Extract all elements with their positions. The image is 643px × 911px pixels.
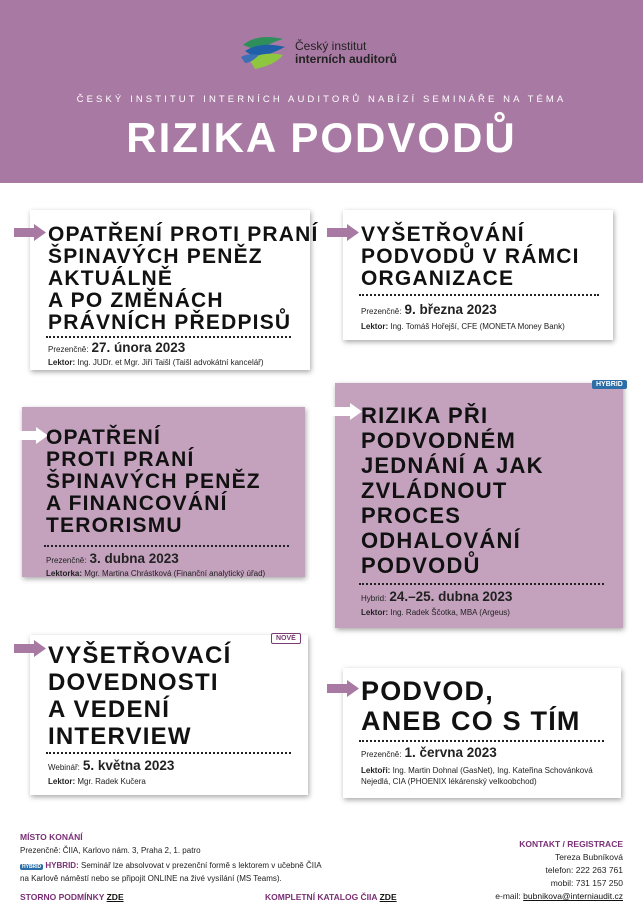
format-label: Prezenčně:: [361, 307, 402, 316]
seminar-date: 9. března 2023: [404, 302, 497, 317]
title-line: OPATŘENÍ PROTI PRANÍ: [48, 223, 319, 246]
dotted-divider: [46, 752, 291, 754]
lector-line: [48, 776, 146, 787]
title-line: PROTI PRANÍ: [46, 448, 195, 471]
dotted-divider: [359, 294, 599, 296]
lector-line: [361, 607, 510, 618]
lector-label: Lektor:: [361, 322, 389, 331]
seminar-date: 27. února 2023: [91, 340, 186, 355]
lector-line: [361, 321, 565, 332]
hybrid-small-icon: HYBRID: [22, 864, 42, 870]
seminar-date: 1. června 2023: [404, 745, 497, 760]
seminar-title: [48, 224, 319, 334]
title-line: VYŠETŘOVACÍ: [48, 642, 232, 669]
contact-label: KONTAKT / REGISTRACE: [519, 839, 623, 849]
contact-block: [495, 838, 623, 903]
lector-label: Lektor:: [361, 608, 389, 617]
title-line: PODVODŮ: [361, 553, 481, 578]
lector-name: Mgr. Martina Chrástková (Finanční analytický úřad): [84, 569, 266, 578]
contact-mobile: mobil: 731 157 250: [550, 878, 623, 888]
lector-name: Ing. Radek Ščotka, MBA (Argeus): [390, 608, 510, 617]
lector-name: Ing. JUDr. et Mgr. Jiří Taišl (Taišl advokátní kancelář): [77, 358, 264, 367]
format-label: Prezenčně:: [46, 556, 87, 565]
seminar-date-line: [48, 758, 174, 773]
contact-name: Tereza Bubníková: [554, 852, 623, 862]
logo-text: [295, 40, 397, 66]
header-subtitle: ČESKÝ INSTITUT INTERNÍCH AUDITORŮ NABÍZÍ SEMINÁŘE NA TÉMA: [76, 94, 567, 105]
title-line: VYŠETŘOVÁNÍ: [361, 223, 525, 246]
lector-name-cont: Nejedlá, CIA (PHOENIX lékárenský velkoobchod): [361, 777, 537, 786]
lector-name: Ing. Martin Dohnal (GasNet), Ing. Kateřina Schovánková: [392, 766, 593, 775]
seminar-title: [48, 642, 231, 750]
dotted-divider: [46, 336, 291, 338]
title-line: PODVOD,: [361, 676, 494, 706]
format-label: Prezenčně:: [48, 345, 89, 354]
storno-label: STORNO PODMÍNKY: [20, 892, 105, 902]
header-banner: [0, 0, 643, 183]
title-line: ODHALOVÁNÍ: [361, 528, 521, 553]
seminar-title: [361, 676, 581, 736]
logo-line2: interních auditorů: [295, 52, 397, 66]
title-line: ŠPINAVÝCH PENĚZ: [46, 470, 261, 493]
ciia-logo[interactable]: [239, 33, 397, 73]
storno-conditions: [20, 892, 124, 902]
dotted-divider: [359, 583, 604, 585]
catalog: [265, 892, 397, 902]
format-label: Hybrid:: [361, 594, 387, 603]
hybrid-text-1: Seminář lze absolvovat v prezenční formě s lektorem v učebně ČIIA: [80, 861, 322, 870]
seminar-date-line: [361, 302, 497, 317]
title-line: A VEDENÍ: [48, 696, 171, 723]
seminar-title: [46, 427, 261, 537]
ciia-logo-icon: [239, 33, 287, 73]
lector-label: Lektoři:: [361, 766, 391, 775]
lector-label: Lektor:: [48, 777, 76, 786]
storno-link[interactable]: ZDE: [106, 892, 124, 902]
email-link[interactable]: bubnikova@interniaudit.cz: [523, 891, 623, 901]
title-line: DOVEDNOSTI: [48, 669, 219, 696]
catalog-link[interactable]: ZDE: [379, 892, 397, 902]
page-title: RIZIKA PODVODŮ: [126, 114, 517, 161]
title-line: AKTUÁLNĚ: [48, 267, 174, 290]
title-line: PODVODŮ V RÁMCI: [361, 245, 580, 268]
hybrid-badge: HYBRID: [592, 380, 627, 389]
lector-label: Lektorka:: [46, 569, 83, 578]
format-label: Prezenčně:: [361, 750, 402, 759]
lector-label: Lektor:: [48, 358, 76, 367]
lector-name: Mgr. Radek Kučera: [77, 777, 146, 786]
title-line: PRÁVNÍCH PŘEDPISŮ: [48, 311, 292, 334]
dotted-divider: [44, 545, 289, 547]
title-line: RIZIKA PŘI: [361, 403, 489, 428]
arrow-right-icon: [327, 680, 359, 697]
arrow-right-icon: [14, 224, 46, 241]
venue-label: MÍSTO KONÁNÍ: [20, 832, 83, 842]
hybrid-label: HYBRID:: [45, 861, 79, 870]
arrow-right-icon: [16, 427, 48, 444]
title-line: PODVODNÉM: [361, 428, 517, 453]
title-line: ANEB CO S TÍM: [361, 706, 581, 736]
seminar-title: [361, 224, 580, 290]
seminar-date: 3. dubna 2023: [89, 551, 179, 566]
title-line: ZVLÁDNOUT: [361, 478, 508, 503]
lector-line: [361, 765, 593, 787]
title-line: A PO ZMĚNÁCH: [48, 289, 224, 312]
title-line: JEDNÁNÍ A JAK: [361, 453, 544, 478]
venue-text: Prezenčně: ČIIA, Karlovo nám. 3, Praha 2, 1. patro: [20, 846, 201, 855]
email-label: e-mail:: [495, 891, 521, 901]
seminar-date-line: [361, 589, 512, 604]
title-line: TERORISMU: [46, 514, 183, 537]
title-line: PROCES: [361, 503, 462, 528]
lector-name: Ing. Tomáš Hořejší, CFE (MONETA Money Bank): [390, 322, 565, 331]
lector-line: [48, 357, 264, 368]
seminar-date-line: [48, 340, 185, 355]
title-line: ŠPINAVÝCH PENĚZ: [48, 245, 263, 268]
title-line: A FINANCOVÁNÍ: [46, 492, 228, 515]
new-badge: NOVÉ: [271, 633, 301, 644]
seminar-date: 5. května 2023: [82, 758, 175, 773]
hybrid-text-2: na Karlově náměstí nebo se připojit ONLINE na živé vysílání (MS Teams).: [20, 874, 282, 883]
contact-phone: telefon: 222 263 761: [545, 865, 623, 875]
title-line: OPATŘENÍ: [46, 426, 161, 449]
lector-line: [46, 568, 265, 579]
hybrid-note: [20, 860, 322, 884]
arrow-right-icon: [330, 403, 362, 420]
logo-line1: Český institut: [295, 39, 367, 53]
title-line: INTERVIEW: [48, 723, 192, 750]
format-label: Webinář:: [48, 763, 80, 772]
seminar-date-line: [46, 551, 179, 566]
seminar-date: 24.–25. dubna 2023: [389, 589, 513, 604]
dotted-divider: [359, 740, 604, 742]
title-line: ORGANIZACE: [361, 267, 515, 290]
arrow-right-icon: [14, 640, 46, 657]
seminar-date-line: [361, 745, 497, 760]
seminar-title: [361, 403, 544, 578]
contact-email-line: [495, 890, 623, 903]
arrow-right-icon: [327, 224, 359, 241]
catalog-label: KOMPLETNÍ KATALOG ČIIA: [265, 892, 378, 902]
